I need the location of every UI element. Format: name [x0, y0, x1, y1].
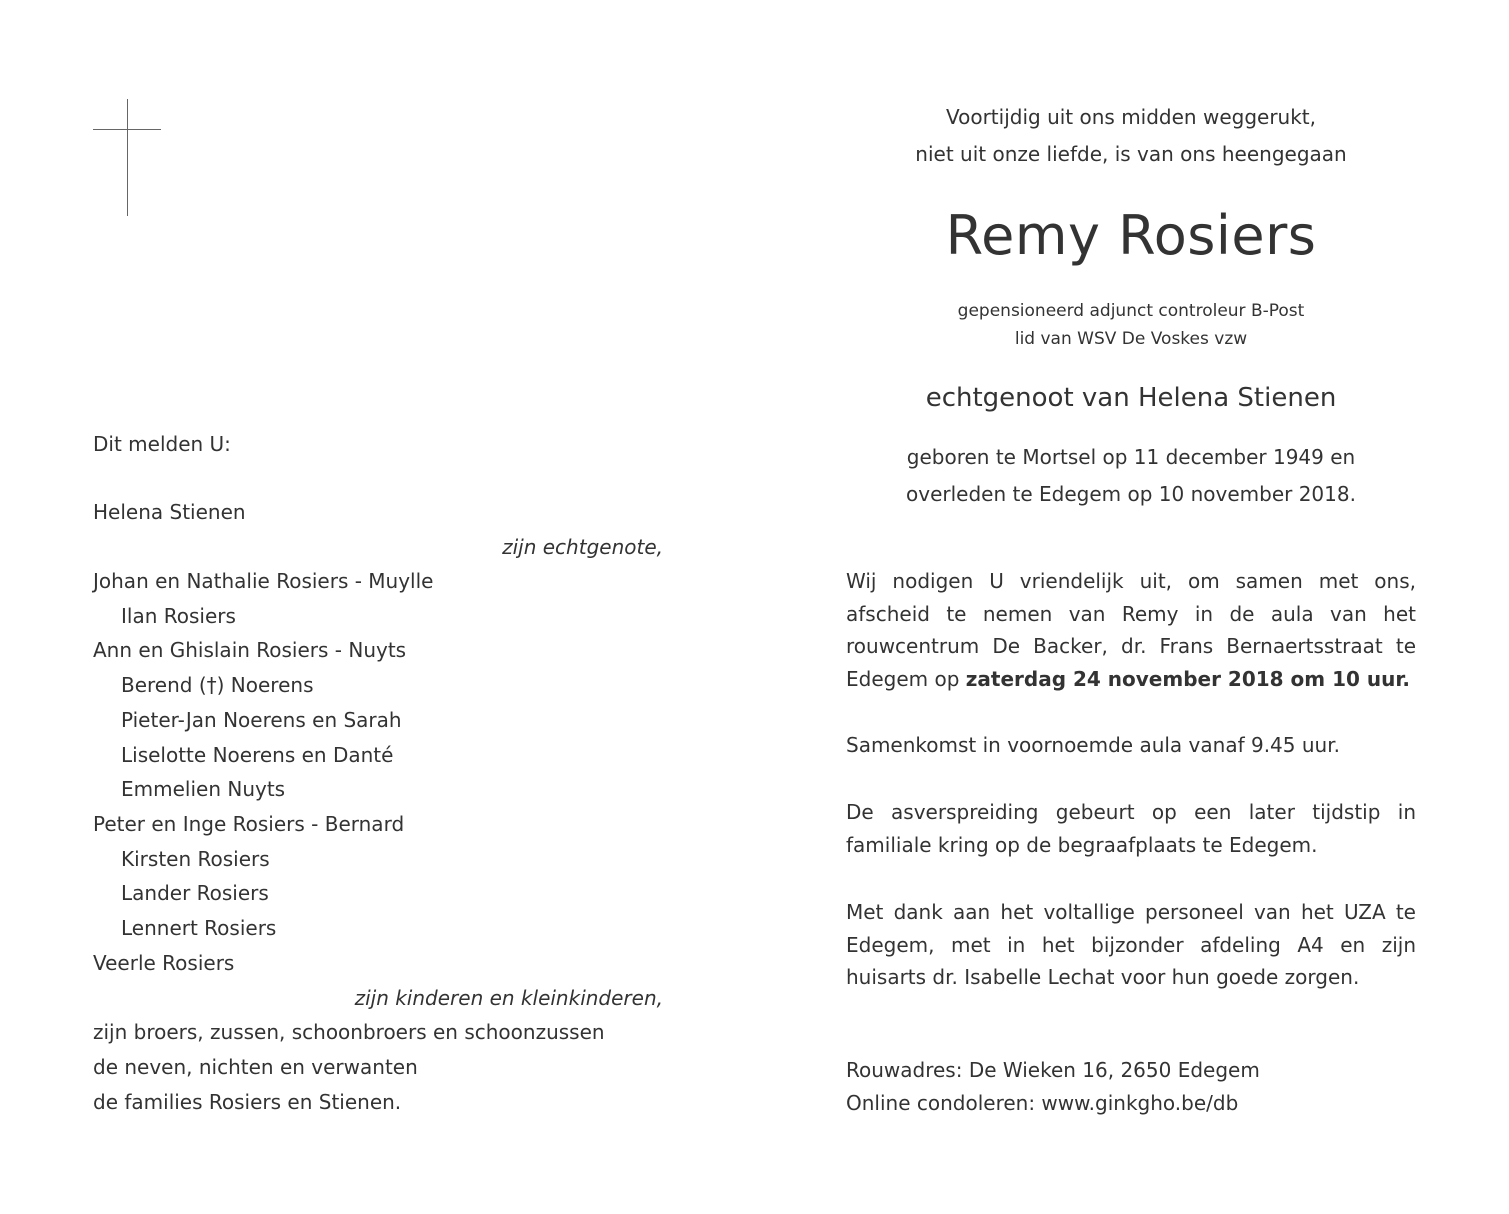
announce-text: Dit melden U: — [93, 432, 231, 456]
family-member: Kirsten Rosiers — [121, 847, 270, 871]
mourning-address: Rouwadres: De Wieken 16, 2650 Edegem — [846, 1058, 1260, 1082]
membership: lid van WSV De Voskes vzw — [1014, 329, 1248, 349]
relatives-line: de neven, nichten en verwanten — [93, 1055, 418, 1079]
thanks-paragraph: Met dank aan het voltallige personeel van het UZA te Edegem, met in het bijzonder afdeling A4 en zijn huisarts dr. Isabelle Lechat voor hun goede zorgen. — [846, 900, 1416, 989]
online-condolence: Online condoleren: www.ginkgho.be/db — [846, 1091, 1239, 1115]
intro-line: niet uit onze liefde, is van ons heengegaan — [915, 142, 1347, 166]
family-member: Ilan Rosiers — [121, 604, 236, 628]
relatives-line: de families Rosiers en Stienen. — [93, 1090, 402, 1114]
family-member: Peter en Inge Rosiers - Bernard — [93, 812, 405, 836]
intro-line: Voortijdig uit ons midden weggerukt, — [945, 105, 1316, 129]
family-member: Emmelien Nuyts — [121, 777, 286, 801]
ceremony-date: zaterdag 24 november 2018 om 10 uur. — [965, 666, 1410, 691]
gathering-paragraph: Samenkomst in voornoemde aula vanaf 9.45 uur. — [846, 733, 1340, 757]
invitation-text: Wij nodigen U vriendelijk uit, om samen met ons, afscheid te nemen van Remy in de aula van het rouwcentrum De Backer, dr. Frans Bernaertsstraat te Edegem op — [846, 569, 1416, 691]
invitation-paragraph — [846, 565, 1416, 695]
family-member: Pieter-Jan Noerens en Sarah — [121, 708, 402, 732]
cross-icon — [93, 99, 161, 216]
family-member: Ann en Ghislain Rosiers - Nuyts — [93, 638, 407, 662]
role-spouse: zijn echtgenote, — [502, 535, 663, 559]
family-member: Johan en Nathalie Rosiers - Muylle — [93, 569, 434, 593]
death-line: overleden te Edegem op 10 november 2018. — [906, 482, 1356, 506]
relatives-line: zijn broers, zussen, schoonbroers en schoonzussen — [93, 1020, 605, 1044]
deceased-name: Remy Rosiers — [945, 204, 1317, 267]
family-member: Liselotte Noerens en Danté — [121, 743, 394, 767]
family-member: Berend (†) Noerens — [121, 673, 314, 697]
birth-line: geboren te Mortsel op 11 december 1949 en — [906, 445, 1356, 469]
family-member: Lennert Rosiers — [121, 916, 277, 940]
spouse-line: echtgenoot van Helena Stienen — [925, 383, 1337, 413]
occupation: gepensioneerd adjunct controleur B-Post — [957, 301, 1305, 321]
family-member: Helena Stienen — [93, 500, 246, 524]
ashes-paragraph: De asverspreiding gebeurt op een later tijdstip in familiale kring op de begraafplaats te Edegem. — [846, 800, 1416, 857]
role-children: zijn kinderen en kleinkinderen, — [354, 986, 663, 1010]
family-member: Veerle Rosiers — [93, 951, 235, 975]
family-member: Lander Rosiers — [121, 881, 269, 905]
